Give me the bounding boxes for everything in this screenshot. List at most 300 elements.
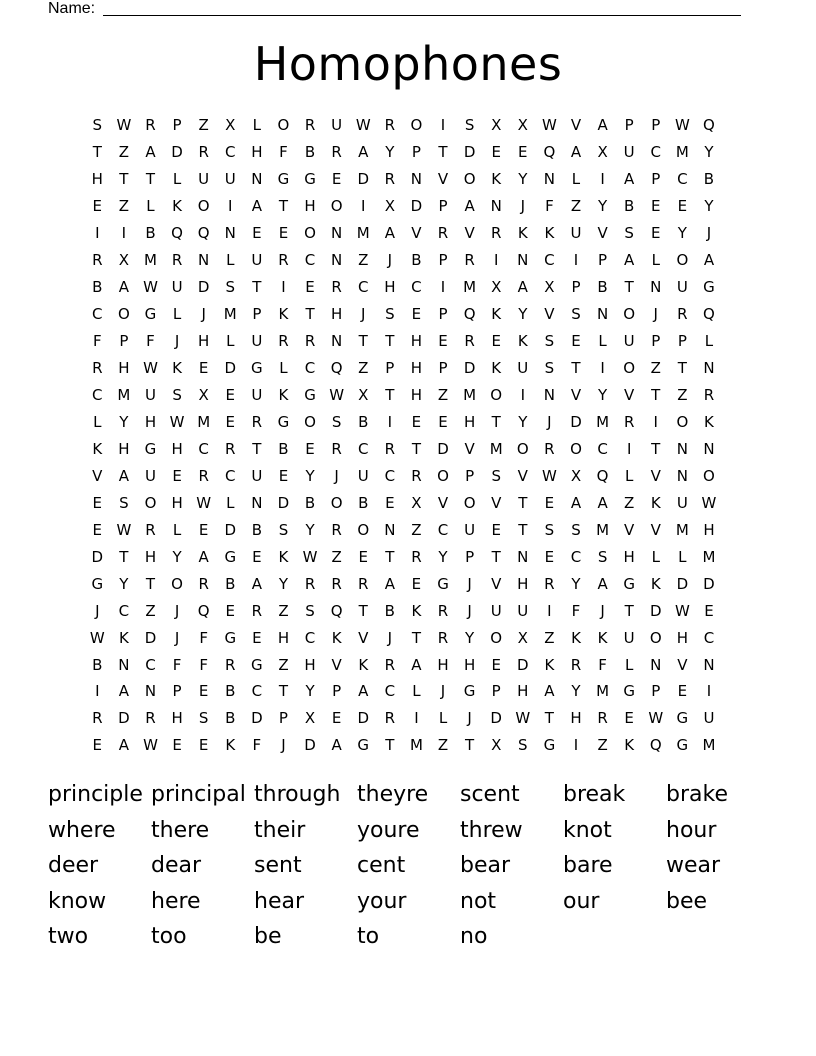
grid-letter[interactable]: P (598, 251, 608, 270)
grid-letter[interactable]: F (279, 143, 288, 162)
grid-letter[interactable]: Y (571, 574, 581, 593)
grid-letter[interactable]: Y (305, 520, 315, 539)
grid-letter[interactable]: A (411, 655, 422, 674)
grid-letter[interactable]: T (385, 547, 395, 566)
grid-letter[interactable]: J (520, 197, 526, 216)
grid-letter[interactable]: E (411, 412, 422, 431)
grid-letter[interactable]: D (224, 520, 237, 539)
grid-letter[interactable]: R (92, 251, 103, 270)
grid-letter[interactable]: R (198, 574, 209, 593)
grid-letter[interactable]: F (571, 601, 581, 620)
grid-letter[interactable]: C (411, 278, 422, 297)
grid-letter[interactable]: D (118, 709, 130, 728)
grid-letter[interactable]: I (600, 170, 605, 189)
grid-letter[interactable]: E (651, 224, 661, 243)
grid-letter[interactable]: V (624, 386, 635, 404)
grid-letter[interactable]: D (437, 439, 449, 458)
grid-letter[interactable]: X (517, 116, 528, 135)
grid-letter[interactable]: C (437, 520, 449, 539)
grid-letter[interactable]: X (384, 197, 395, 216)
grid-letter[interactable]: B (703, 170, 715, 189)
grid-letter[interactable]: E (677, 682, 688, 701)
grid-letter[interactable]: J (440, 682, 446, 701)
grid-letter[interactable]: F (545, 197, 554, 216)
grid-letter[interactable]: X (570, 466, 582, 485)
grid-letter[interactable]: J (95, 601, 100, 620)
grid-letter[interactable]: S (597, 547, 608, 566)
grid-letter[interactable]: G (623, 574, 635, 593)
grid-letter[interactable]: S (305, 601, 315, 620)
grid-letter[interactable]: V (464, 224, 475, 243)
grid-letter[interactable]: R (171, 251, 183, 270)
grid-letter[interactable]: W (116, 520, 132, 539)
grid-letter[interactable]: A (118, 736, 130, 755)
grid-letter[interactable]: I (95, 682, 100, 701)
grid-letter[interactable]: D (410, 197, 423, 216)
grid-letter[interactable]: T (465, 736, 475, 755)
grid-letter[interactable]: P (651, 682, 661, 701)
grid-letter[interactable]: T (571, 359, 581, 378)
grid-letter[interactable]: R (411, 547, 422, 566)
grid-letter[interactable]: I (440, 116, 446, 135)
grid-letter[interactable]: U (171, 278, 183, 297)
grid-letter[interactable]: K (491, 305, 502, 324)
grid-letter[interactable]: T (145, 170, 156, 189)
grid-letter[interactable]: K (517, 332, 528, 351)
grid-letter[interactable]: Y (119, 412, 129, 431)
grid-letter[interactable]: L (412, 682, 421, 701)
grid-letter[interactable]: X (411, 493, 422, 512)
grid-letter[interactable]: G (676, 709, 689, 728)
grid-letter[interactable]: F (172, 655, 182, 674)
grid-letter[interactable]: N (703, 439, 715, 458)
grid-letter[interactable]: J (174, 628, 180, 647)
grid-letter[interactable]: E (172, 466, 182, 485)
grid-letter[interactable]: H (198, 332, 210, 351)
grid-letter[interactable]: R (225, 439, 236, 458)
grid-letter[interactable]: Z (597, 736, 608, 755)
grid-letter[interactable]: R (411, 466, 422, 485)
grid-letter[interactable]: N (650, 655, 662, 674)
grid-letter[interactable]: E (624, 709, 634, 728)
grid-letter[interactable]: K (278, 547, 289, 566)
grid-letter[interactable]: M (489, 439, 503, 458)
grid-letter[interactable]: A (570, 493, 582, 512)
grid-letter[interactable]: I (520, 386, 526, 404)
grid-letter[interactable]: W (674, 116, 690, 135)
grid-letter[interactable]: E (305, 439, 315, 458)
grid-letter[interactable]: E (252, 224, 262, 243)
grid-letter[interactable]: T (491, 412, 501, 431)
grid-letter[interactable]: Q (171, 224, 183, 243)
grid-letter[interactable]: T (677, 359, 687, 378)
grid-letter[interactable]: T (385, 736, 395, 755)
grid-letter[interactable]: U (251, 332, 263, 351)
grid-letter[interactable]: U (703, 709, 715, 728)
grid-letter[interactable]: Z (437, 386, 449, 404)
grid-letter[interactable]: S (385, 305, 395, 324)
grid-letter[interactable]: S (544, 520, 555, 539)
grid-letter[interactable]: K (544, 655, 555, 674)
grid-letter[interactable]: X (304, 709, 316, 728)
grid-letter[interactable]: R (92, 359, 103, 378)
grid-letter[interactable]: N (224, 224, 236, 243)
grid-letter[interactable]: S (464, 116, 475, 135)
grid-letter[interactable]: R (464, 251, 475, 270)
grid-letter[interactable]: K (491, 359, 502, 378)
grid-letter[interactable]: Z (650, 359, 661, 378)
grid-letter[interactable]: V (624, 520, 635, 539)
grid-letter[interactable]: T (358, 332, 368, 351)
grid-letter[interactable]: E (278, 466, 289, 485)
grid-letter[interactable]: C (251, 682, 263, 701)
grid-letter[interactable]: D (197, 278, 210, 297)
grid-letter[interactable]: O (623, 305, 636, 324)
grid-letter[interactable]: N (543, 386, 555, 404)
grid-letter[interactable]: Z (118, 197, 130, 216)
grid-letter[interactable]: R (677, 305, 688, 324)
grid-letter[interactable]: U (198, 170, 210, 189)
grid-letter[interactable]: L (624, 655, 634, 674)
grid-letter[interactable]: N (490, 197, 502, 216)
grid-letter[interactable]: J (174, 332, 180, 351)
grid-letter[interactable]: X (491, 736, 502, 755)
grid-letter[interactable]: V (437, 170, 449, 189)
grid-letter[interactable]: B (251, 520, 262, 539)
grid-letter[interactable]: V (92, 466, 103, 485)
grid-letter[interactable]: U (251, 251, 263, 270)
grid-letter[interactable]: G (224, 628, 237, 647)
grid-letter[interactable]: G (251, 655, 263, 674)
grid-letter[interactable]: I (706, 682, 712, 701)
grid-letter[interactable]: P (491, 682, 501, 701)
grid-letter[interactable]: N (517, 251, 529, 270)
grid-letter[interactable]: L (252, 116, 262, 135)
grid-letter[interactable]: V (650, 520, 661, 539)
grid-letter[interactable]: I (573, 251, 579, 270)
grid-letter[interactable]: C (357, 278, 369, 297)
grid-letter[interactable]: T (411, 628, 421, 647)
grid-letter[interactable]: L (93, 412, 102, 431)
grid-letter[interactable]: R (384, 116, 396, 135)
grid-letter[interactable]: C (92, 305, 103, 324)
grid-letter[interactable]: J (387, 628, 393, 647)
grid-letter[interactable]: T (252, 278, 262, 297)
grid-letter[interactable]: N (198, 251, 210, 270)
grid-letter[interactable]: Z (198, 116, 209, 135)
grid-letter[interactable]: D (517, 655, 529, 674)
grid-letter[interactable]: W (515, 709, 531, 728)
grid-letter[interactable]: H (118, 359, 130, 378)
grid-letter[interactable]: K (491, 170, 502, 189)
grid-letter[interactable]: G (277, 412, 290, 431)
grid-letter[interactable]: E (571, 332, 581, 351)
grid-letter[interactable]: J (387, 251, 393, 270)
grid-letter[interactable]: K (278, 305, 289, 324)
grid-letter[interactable]: R (225, 655, 236, 674)
grid-letter[interactable]: L (226, 493, 235, 512)
grid-letter[interactable]: P (651, 332, 661, 351)
grid-letter[interactable]: X (118, 251, 130, 270)
grid-letter[interactable]: R (251, 601, 263, 620)
grid-letter[interactable]: G (437, 574, 449, 593)
grid-letter[interactable]: P (385, 359, 395, 378)
grid-letter[interactable]: U (357, 466, 369, 485)
grid-letter[interactable]: A (331, 736, 342, 755)
grid-letter[interactable]: O (676, 251, 689, 270)
grid-letter[interactable]: H (144, 547, 157, 566)
grid-letter[interactable]: D (171, 143, 183, 162)
grid-letter[interactable]: J (600, 601, 605, 620)
grid-letter[interactable]: Z (570, 197, 582, 216)
grid-letter[interactable]: O (144, 493, 157, 512)
grid-letter[interactable]: R (198, 466, 209, 485)
grid-letter[interactable]: E (544, 493, 555, 512)
grid-letter[interactable]: S (518, 736, 528, 755)
grid-letter[interactable]: V (491, 574, 502, 593)
grid-letter[interactable]: K (544, 224, 555, 243)
grid-letter[interactable]: J (467, 601, 472, 620)
grid-letter[interactable]: K (411, 601, 422, 620)
grid-letter[interactable]: U (490, 601, 502, 620)
grid-letter[interactable]: B (225, 682, 236, 701)
grid-letter[interactable]: R (570, 655, 582, 674)
grid-letter[interactable]: Y (278, 574, 289, 593)
grid-letter[interactable]: R (623, 412, 635, 431)
grid-letter[interactable]: A (597, 493, 608, 512)
grid-letter[interactable]: H (676, 628, 688, 647)
grid-letter[interactable]: R (331, 574, 342, 593)
grid-letter[interactable]: N (650, 278, 662, 297)
grid-letter[interactable]: V (358, 628, 369, 647)
grid-letter[interactable]: J (174, 601, 180, 620)
grid-letter[interactable]: P (172, 116, 182, 135)
grid-letter[interactable]: D (357, 170, 370, 189)
grid-letter[interactable]: Z (278, 601, 289, 620)
grid-letter[interactable]: E (252, 628, 262, 647)
grid-letter[interactable]: I (440, 278, 446, 297)
grid-letter[interactable]: M (409, 736, 423, 755)
grid-letter[interactable]: D (676, 574, 689, 593)
grid-letter[interactable]: V (570, 386, 582, 404)
grid-letter[interactable]: R (544, 574, 555, 593)
grid-letter[interactable]: K (650, 493, 661, 512)
grid-letter[interactable]: N (596, 305, 609, 324)
grid-letter[interactable]: I (600, 359, 605, 378)
grid-letter[interactable]: H (410, 359, 423, 378)
grid-letter[interactable]: U (144, 466, 156, 485)
grid-letter[interactable]: O (570, 439, 582, 458)
grid-letter[interactable]: B (358, 493, 369, 512)
grid-letter[interactable]: C (703, 628, 715, 647)
grid-letter[interactable]: Y (518, 412, 528, 431)
grid-letter[interactable]: E (225, 386, 235, 404)
grid-letter[interactable]: B (225, 709, 236, 728)
grid-letter[interactable]: R (437, 224, 449, 243)
grid-letter[interactable]: C (384, 682, 396, 701)
grid-letter[interactable]: Y (704, 197, 714, 216)
grid-letter[interactable]: P (252, 305, 262, 324)
grid-letter[interactable]: S (119, 493, 129, 512)
grid-letter[interactable]: E (677, 197, 688, 216)
grid-letter[interactable]: P (438, 359, 448, 378)
grid-letter[interactable]: C (650, 143, 661, 162)
grid-letter[interactable]: Q (649, 736, 662, 755)
grid-letter[interactable]: Y (597, 386, 608, 404)
grid-letter[interactable]: G (251, 359, 263, 378)
grid-letter[interactable]: L (226, 332, 235, 351)
grid-letter[interactable]: K (650, 574, 661, 593)
grid-letter[interactable]: T (278, 682, 289, 701)
grid-letter[interactable]: U (623, 628, 635, 647)
grid-letter[interactable]: S (331, 412, 342, 431)
grid-letter[interactable]: H (570, 709, 582, 728)
grid-letter[interactable]: W (143, 736, 158, 755)
grid-letter[interactable]: Y (385, 143, 395, 162)
grid-letter[interactable]: R (437, 628, 449, 647)
grid-letter[interactable]: R (597, 709, 608, 728)
grid-letter[interactable]: T (544, 709, 554, 728)
grid-letter[interactable]: N (251, 493, 263, 512)
grid-letter[interactable]: N (118, 655, 130, 674)
grid-letter[interactable]: R (331, 143, 342, 162)
grid-letter[interactable]: Y (305, 682, 315, 701)
grid-letter[interactable]: R (464, 332, 475, 351)
grid-letter[interactable]: P (624, 116, 634, 135)
grid-letter[interactable]: L (172, 305, 182, 324)
grid-letter[interactable]: N (517, 547, 529, 566)
grid-letter[interactable]: B (278, 439, 289, 458)
grid-letter[interactable]: O (490, 386, 503, 404)
grid-letter[interactable]: N (676, 466, 688, 485)
grid-letter[interactable]: Z (437, 736, 449, 755)
grid-letter[interactable]: X (517, 628, 528, 647)
grid-letter[interactable]: M (675, 520, 689, 539)
grid-letter[interactable]: S (544, 332, 555, 351)
grid-letter[interactable]: D (463, 359, 476, 378)
grid-letter[interactable]: B (304, 143, 316, 162)
grid-letter[interactable]: O (516, 439, 529, 458)
grid-letter[interactable]: T (305, 305, 315, 324)
grid-letter[interactable]: D (251, 709, 263, 728)
grid-letter[interactable]: R (384, 170, 396, 189)
grid-letter[interactable]: T (252, 439, 262, 458)
grid-letter[interactable]: D (703, 574, 715, 593)
grid-letter[interactable]: O (117, 305, 130, 324)
grid-letter[interactable]: C (304, 359, 316, 378)
grid-letter[interactable]: U (331, 116, 343, 135)
grid-letter[interactable]: M (596, 682, 610, 701)
grid-letter[interactable]: Q (197, 224, 210, 243)
grid-letter[interactable]: G (224, 547, 237, 566)
grid-letter[interactable]: A (464, 197, 475, 216)
grid-letter[interactable]: R (304, 116, 316, 135)
grid-letter[interactable]: T (119, 170, 129, 189)
grid-letter[interactable]: O (463, 493, 476, 512)
grid-letter[interactable]: P (571, 278, 581, 297)
grid-letter[interactable]: Y (518, 170, 528, 189)
grid-letter[interactable]: P (438, 251, 448, 270)
grid-letter[interactable]: J (653, 305, 658, 324)
grid-letter[interactable]: L (678, 547, 687, 566)
grid-letter[interactable]: O (330, 197, 343, 216)
grid-letter[interactable]: P (651, 170, 661, 189)
grid-letter[interactable]: E (411, 574, 422, 593)
grid-letter[interactable]: R (304, 332, 316, 351)
grid-letter[interactable]: P (438, 305, 448, 324)
grid-letter[interactable]: J (467, 709, 472, 728)
grid-letter[interactable]: E (544, 547, 555, 566)
grid-letter[interactable]: C (597, 439, 608, 458)
grid-letter[interactable]: U (251, 386, 263, 404)
grid-letter[interactable]: G (463, 682, 476, 701)
grid-letter[interactable]: P (411, 143, 421, 162)
grid-letter[interactable]: S (278, 520, 289, 539)
grid-letter[interactable]: I (626, 439, 632, 458)
grid-letter[interactable]: T (491, 547, 501, 566)
grid-letter[interactable]: H (118, 439, 130, 458)
grid-letter[interactable]: H (463, 412, 476, 431)
grid-letter[interactable]: A (358, 682, 369, 701)
grid-letter[interactable]: Y (119, 574, 129, 593)
grid-letter[interactable]: H (304, 197, 316, 216)
grid-letter[interactable]: A (358, 143, 369, 162)
grid-letter[interactable]: W (196, 493, 212, 512)
grid-letter[interactable]: E (92, 736, 103, 755)
grid-letter[interactable]: V (677, 655, 688, 674)
grid-letter[interactable]: O (490, 628, 503, 647)
grid-letter[interactable]: U (623, 143, 635, 162)
grid-letter[interactable]: M (356, 224, 370, 243)
grid-letter[interactable]: L (146, 197, 155, 216)
grid-letter[interactable]: O (623, 359, 636, 378)
grid-letter[interactable]: G (623, 682, 635, 701)
grid-letter[interactable]: M (596, 520, 610, 539)
grid-letter[interactable]: B (304, 493, 316, 512)
grid-letter[interactable]: Z (331, 547, 342, 566)
grid-letter[interactable]: B (597, 278, 608, 297)
grid-letter[interactable]: N (703, 359, 715, 378)
grid-letter[interactable]: T (278, 197, 289, 216)
grid-letter[interactable]: E (438, 332, 448, 351)
grid-letter[interactable]: P (465, 547, 475, 566)
grid-letter[interactable]: J (334, 466, 339, 485)
grid-letter[interactable]: R (304, 574, 316, 593)
grid-letter[interactable]: P (278, 709, 288, 728)
grid-letter[interactable]: N (251, 170, 263, 189)
grid-letter[interactable]: C (118, 601, 130, 620)
grid-letter[interactable]: I (361, 197, 366, 216)
grid-letter[interactable]: L (704, 332, 714, 351)
grid-letter[interactable]: O (676, 412, 689, 431)
grid-letter[interactable]: X (491, 278, 502, 297)
grid-letter[interactable]: R (384, 655, 396, 674)
grid-letter[interactable]: O (304, 224, 316, 243)
grid-letter[interactable]: V (331, 655, 342, 674)
grid-letter[interactable]: U (224, 170, 236, 189)
grid-letter[interactable]: K (704, 412, 714, 431)
grid-letter[interactable]: P (172, 682, 182, 701)
grid-letter[interactable]: V (437, 493, 449, 512)
grid-letter[interactable]: M (463, 386, 477, 404)
grid-letter[interactable]: H (144, 412, 157, 431)
grid-letter[interactable]: Y (518, 305, 528, 324)
grid-letter[interactable]: E (385, 493, 395, 512)
grid-letter[interactable]: E (438, 412, 448, 431)
grid-letter[interactable]: N (543, 170, 555, 189)
grid-letter[interactable]: Q (330, 359, 343, 378)
grid-letter[interactable]: Q (463, 305, 476, 324)
